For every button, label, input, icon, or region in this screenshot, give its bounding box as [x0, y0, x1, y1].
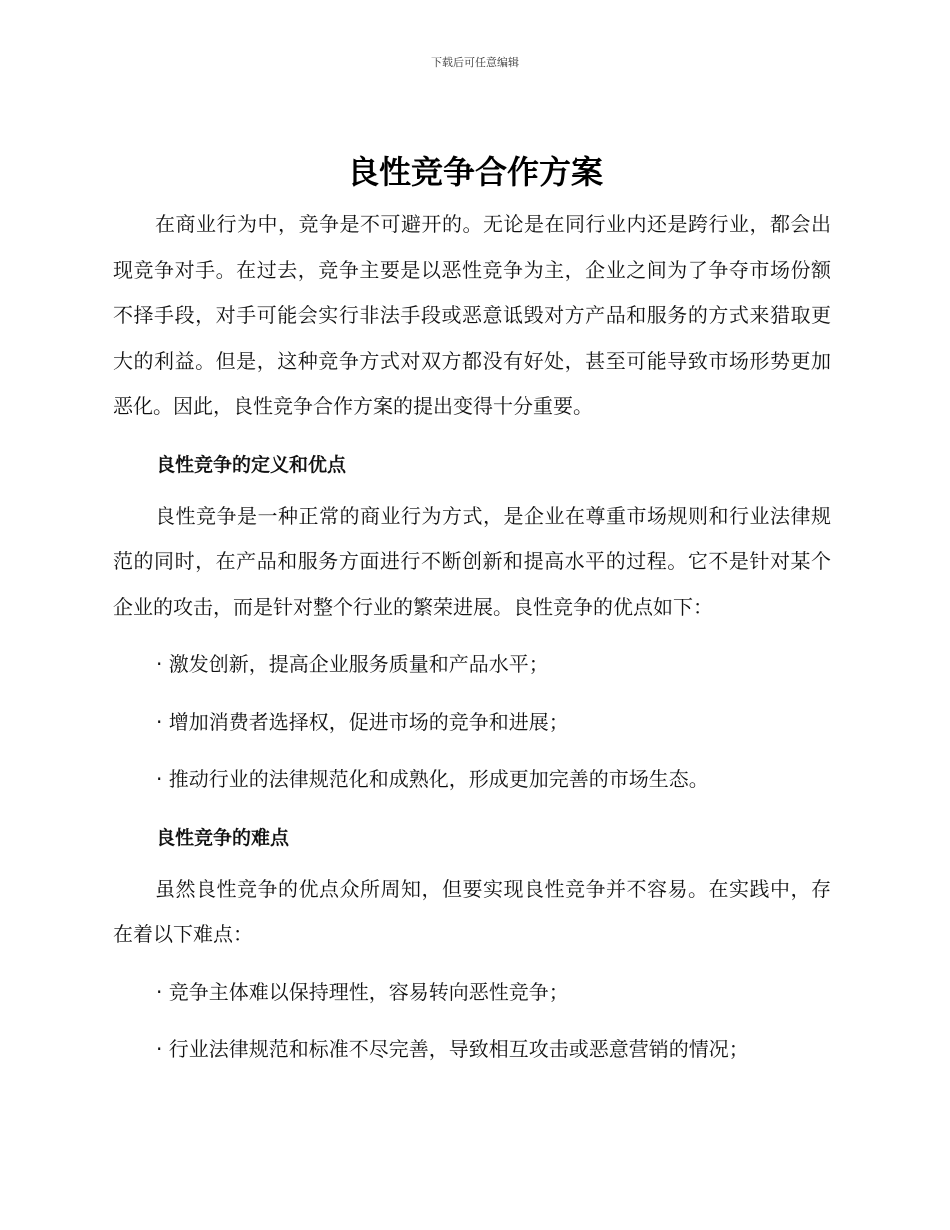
spacer [113, 630, 831, 642]
difficulty-bullet-2: · 行业法律规范和标准不尽完善，导致相互攻击或恶意营销的情况； [156, 1037, 749, 1061]
difficulties-paragraph: 虽然良性竞争的优点众所周知，但要实现良性竞争并不容易。在实践中，存在着以下难点： [113, 876, 831, 946]
spacer [113, 688, 831, 700]
intro-paragraph: 在商业行为中，竞争是不可避开的。无论是在同行业内还是跨行业，都会出现竞争对手。在过去，竞争主要是以恶性竞争为主，企业之间为了争夺市场份额不择手段，对手可能会实行非法手段或恶意诋毁对方产品和服务的方式来猎取更大的利益。但是，这种竞争方式对双方都没有好处，甚至可能导致市场形势更加恶化。因此，良性竞争合作方案的提出变得十分重要。 [113, 212, 831, 418]
spacer [113, 1015, 831, 1027]
document-body [113, 202, 831, 1073]
spacer [113, 745, 831, 757]
section-heading-difficulties: 良性竞争的难点 [156, 826, 290, 849]
advantage-bullet-3: · 推动行业的法律规范化和成熟化，形成更加完善的市场生态。 [156, 767, 709, 791]
definition-paragraph: 良性竞争是一种正常的商业行为方式，是企业在尊重市场规则和行业法律规范的同时，在产品和服务方面进行不断创新和提高水平的过程。它不是针对某个企业的攻击，而是针对整个行业的繁荣进展。良性竞争的优点如下： [113, 503, 831, 619]
spacer [113, 958, 831, 970]
header-note: 下载后可任意编辑 [431, 56, 519, 69]
section-heading-definition: 良性竞争的定义和优点 [156, 453, 347, 476]
advantage-bullet-1: · 激发创新，提高企业服务质量和产品水平； [156, 652, 549, 676]
difficulty-bullet-1: · 竞争主体难以保持理性，容易转向恶性竞争； [156, 979, 569, 1004]
advantage-bullet-2: · 增加消费者选择权，促进市场的竞争和进展； [156, 709, 569, 734]
document-title: 良性竞争合作方案 [346, 153, 603, 191]
